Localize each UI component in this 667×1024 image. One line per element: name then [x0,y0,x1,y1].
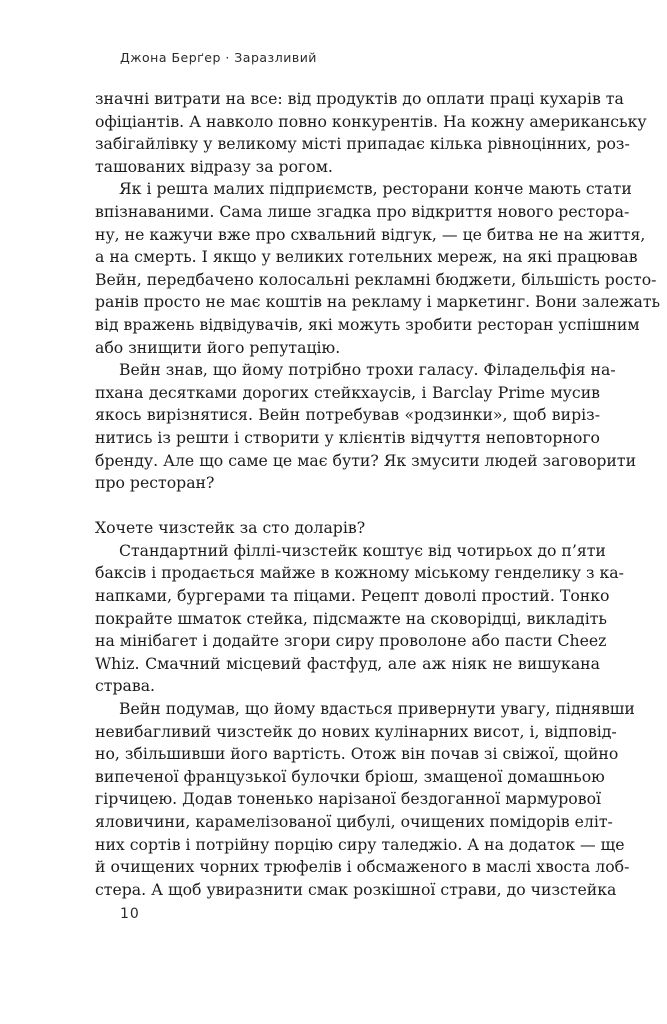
text-line: офіціантів. А навколо повно конкурентів. На кожну американську [95,111,647,131]
page-number: 10 [120,906,140,922]
text-line: ну, не кажучи вже про схвальний відгук, — це битва не на життя, [95,224,646,244]
text-line: якось вирізнятися. Вейн потребував «родзинки», щоб виріз- [95,405,600,425]
text-line: значні витрати на все: від продуктів до оплати праці кухарів та [95,89,624,108]
text-line: них сортів і потрійну порцію сиру таледжіо. А на додаток — ще [95,834,625,854]
running-head: Джона Берґер · Заразливий [120,50,317,65]
text-line: випеченої французької булочки бріош, змащеної домашньою [95,766,605,786]
text-line: яловичини, карамелізованої цибулі, очищених помідорів еліт- [95,812,613,831]
text-line: Whiz. Смачний місцевий фастфуд, але аж ніяк не вишукана [95,653,600,673]
text-line: покрайте шматок стейка, підсмажте на сковорідці, викладіть [95,608,607,628]
text-line: ташованих відразу за рогом. [95,156,333,176]
section-heading: Хочете чизстейк за сто доларів? [95,518,366,538]
text-line: невибагливий чизстейк до нових кулінарних висот, і, відповід- [95,721,617,741]
text-line: забігайлівку у великому місті припадає кілька рівноцінних, роз- [95,134,630,154]
body-text [95,88,661,901]
text-line: напками, бургерами та піцами. Рецепт доволі простий. Тонко [95,586,610,606]
text-line: Як і решта малих підприємств, ресторани конче мають стати [119,179,632,199]
text-line: про ресторан? [95,473,215,493]
section-break [95,495,600,518]
text-line: на мінібагет і додайте згори сиру проволоне або пасти Cheez [95,631,607,651]
text-line: бренду. Але що саме це має бути? Як змусити людей заговорити [95,450,637,470]
text-line: а на смерть. І якщо у великих готельних мереж, на які працював [95,247,638,267]
text-line: ранів просто не має коштів на рекламу і маркетинг. Вони залежать [95,292,661,312]
text-line: від вражень відвідувачів, які можуть зробити ресторан успішним [95,314,640,334]
text-line: Вейн знав, що йому потрібно трохи галасу. Філадельфія на- [119,360,616,380]
text-line: баксів і продається майже в кожному міському генделику з ка- [95,563,624,583]
text-line: Вейн, передбачено колосальні рекламні бюджети, більшість росто- [95,269,657,289]
text-line: пхана десятками дорогих стейкхаусів, і Barclay Prime мусив [95,382,600,402]
text-line: нитись із решти і створити у клієнтів відчуття неповторного [95,427,600,447]
text-line: стера. А щоб увиразнити смак розкішної страви, до чизстейка [95,879,617,899]
text-line: Стандартний філлі-чизстейк коштує від чотирьох до п’яти [119,540,606,560]
text-line: або знищити його репутацію. [95,337,341,357]
text-line: гірчицею. Додав тоненько нарізаної бездоганної мармурової [95,789,602,809]
text-line: но, збільшивши його вартість. Отож він почав зі свіжої, щойно [95,744,619,764]
text-line: й очищених чорних трюфелів і обсмаженого в маслі хвоста лоб- [95,857,630,877]
text-line: Вейн подумав, що йому вдасться привернути увагу, піднявши [119,699,635,719]
text-line: страва. [95,676,156,696]
text-line: впізнаваними. Сама лише згадка про відкриття нового рестора- [95,201,630,221]
